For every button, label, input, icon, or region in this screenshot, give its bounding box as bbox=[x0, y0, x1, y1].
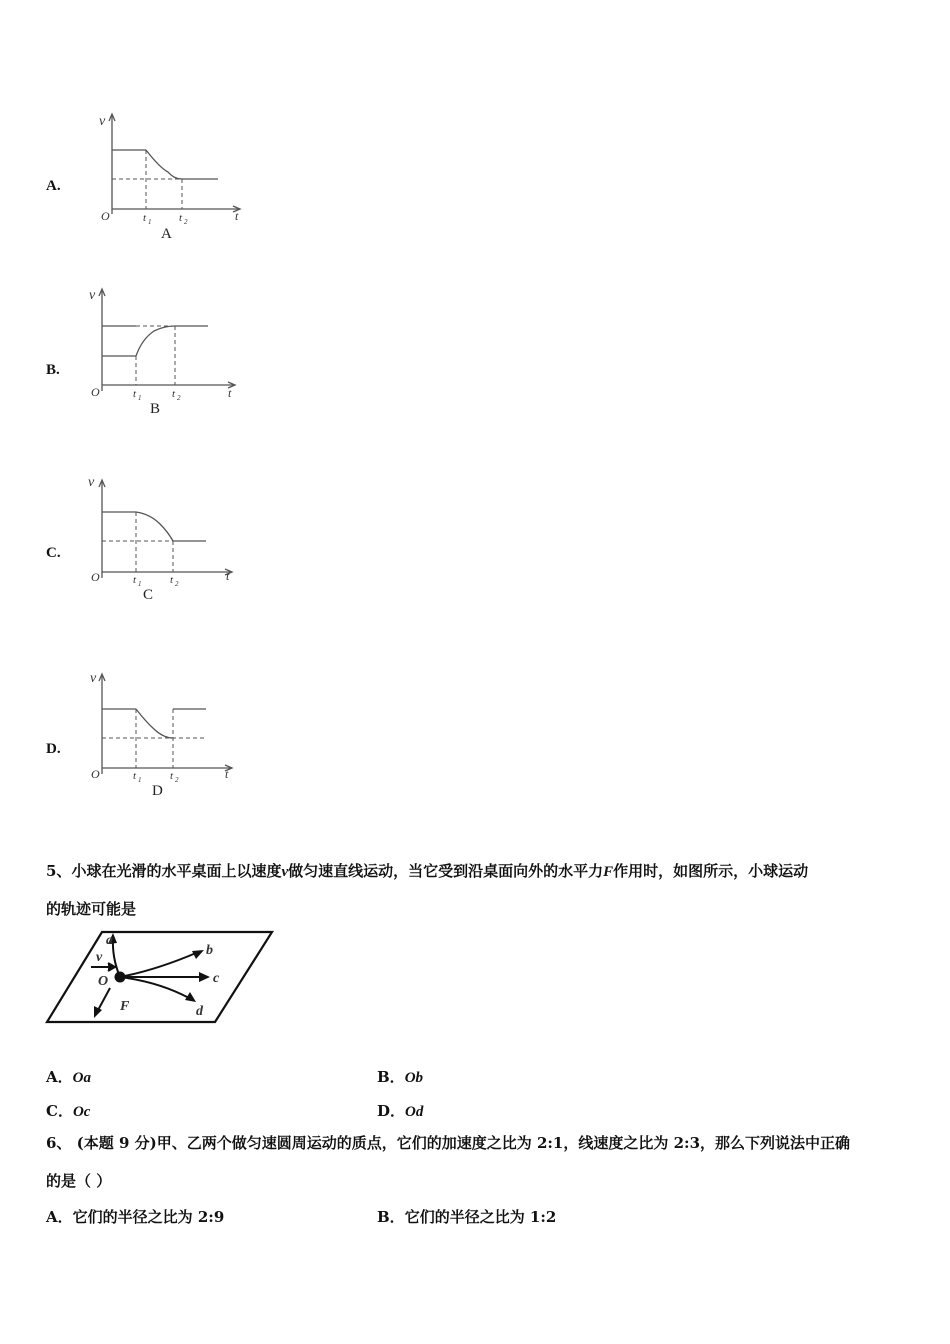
graph-caption-a: A bbox=[161, 226, 172, 242]
t2-subscript: 2 bbox=[175, 776, 179, 784]
t1-label: t bbox=[133, 574, 137, 586]
origin-label: O bbox=[91, 385, 100, 399]
t2-label: t bbox=[172, 388, 176, 400]
graph-option-d bbox=[80, 666, 250, 806]
origin-label: O bbox=[91, 570, 100, 584]
v-axis-label: v bbox=[99, 114, 106, 129]
path-label-c: c bbox=[213, 971, 220, 986]
t1-subscript: 1 bbox=[138, 580, 142, 588]
t1-subscript: 1 bbox=[138, 776, 142, 784]
t2-subscript: 2 bbox=[184, 218, 188, 226]
origin-label: O bbox=[91, 767, 100, 781]
v-axis-label: v bbox=[89, 288, 96, 303]
option-c-label: C. bbox=[46, 545, 61, 561]
question-5-number: 5、 bbox=[46, 862, 72, 880]
q6-option-b-text: 它们的半径之比为 1:2 bbox=[404, 1208, 557, 1226]
v-axis-label: v bbox=[88, 475, 95, 490]
q5-option-b-label: B． bbox=[377, 1068, 405, 1086]
t2-label: t bbox=[170, 574, 174, 586]
path-label-d: d bbox=[196, 1004, 203, 1019]
question-5-line-1 bbox=[46, 852, 916, 891]
origin-label: O bbox=[101, 209, 110, 223]
path-label-a: a bbox=[106, 933, 113, 948]
t2-label: t bbox=[179, 212, 183, 224]
graph-option-a bbox=[90, 108, 260, 248]
t1-label: t bbox=[133, 388, 137, 400]
question-5-var-v: v bbox=[281, 864, 289, 880]
q6-option-b-label: B． bbox=[377, 1208, 405, 1226]
graph-option-b bbox=[80, 283, 250, 423]
option-b-label: B. bbox=[46, 362, 60, 378]
question-5-text-c: 作用时，如图所示，小球运动 bbox=[613, 862, 809, 880]
q6-option-a-label: A． bbox=[46, 1208, 73, 1226]
q6-option-b[interactable] bbox=[377, 1206, 556, 1227]
t2-label: t bbox=[170, 770, 174, 782]
t1-subscript: 1 bbox=[138, 394, 142, 402]
v-axis-label: v bbox=[90, 671, 97, 686]
question-6-line-1: 6、 (本题 9 分)甲、乙两个做匀速圆周运动的质点，它们的加速度之比为 2:1，线速度之比为 2:3，那么下列说法中正确 bbox=[46, 1134, 851, 1152]
question-6-line-2: 的是（ ） bbox=[46, 1172, 112, 1190]
t-axis-label: t bbox=[225, 767, 229, 781]
q5-option-a-label: A． bbox=[46, 1068, 73, 1086]
point-o-label: O bbox=[98, 974, 109, 989]
q5-option-c-value: Oc bbox=[72, 1104, 91, 1120]
velocity-label: v bbox=[96, 950, 103, 965]
path-label-b: b bbox=[206, 943, 213, 958]
q6-option-a-text: 它们的半径之比为 2:9 bbox=[72, 1208, 225, 1226]
q6-option-a[interactable] bbox=[46, 1206, 224, 1227]
t2-subscript: 2 bbox=[175, 580, 179, 588]
graph-caption-d: D bbox=[152, 783, 163, 799]
t1-label: t bbox=[133, 770, 137, 782]
trajectory-figure bbox=[44, 928, 276, 1028]
t1-subscript: 1 bbox=[148, 218, 152, 226]
t-axis-label: t bbox=[226, 569, 230, 583]
q5-option-a[interactable] bbox=[46, 1066, 91, 1087]
graph-caption-b: B bbox=[150, 401, 161, 417]
q5-option-c[interactable] bbox=[46, 1100, 90, 1121]
option-d-label: D. bbox=[46, 741, 61, 757]
graph-option-c bbox=[80, 470, 250, 610]
t-axis-label: t bbox=[235, 209, 239, 223]
t1-label: t bbox=[143, 212, 147, 224]
option-a-label: A. bbox=[46, 178, 61, 194]
force-label: F bbox=[120, 999, 130, 1014]
q5-option-a-value: Oa bbox=[72, 1070, 91, 1086]
graph-caption-c: C bbox=[143, 587, 154, 603]
q5-option-b-value: Ob bbox=[404, 1070, 424, 1086]
question-5-text-b: 做匀速直线运动，当它受到沿桌面向外的水平力 bbox=[288, 862, 604, 880]
question-5-line-2: 的轨迹可能是 bbox=[46, 900, 137, 918]
question-5-var-f: F bbox=[603, 864, 614, 880]
q5-option-b[interactable] bbox=[377, 1066, 423, 1087]
t2-subscript: 2 bbox=[177, 394, 181, 402]
question-5-text-a: 小球在光滑的水平桌面上以速度 bbox=[71, 862, 282, 880]
t-axis-label: t bbox=[228, 386, 232, 400]
q5-option-d-label: D． bbox=[377, 1102, 406, 1120]
q5-option-c-label: C． bbox=[46, 1102, 73, 1120]
q5-option-d-value: Od bbox=[405, 1104, 424, 1120]
q5-option-d[interactable] bbox=[377, 1100, 423, 1121]
